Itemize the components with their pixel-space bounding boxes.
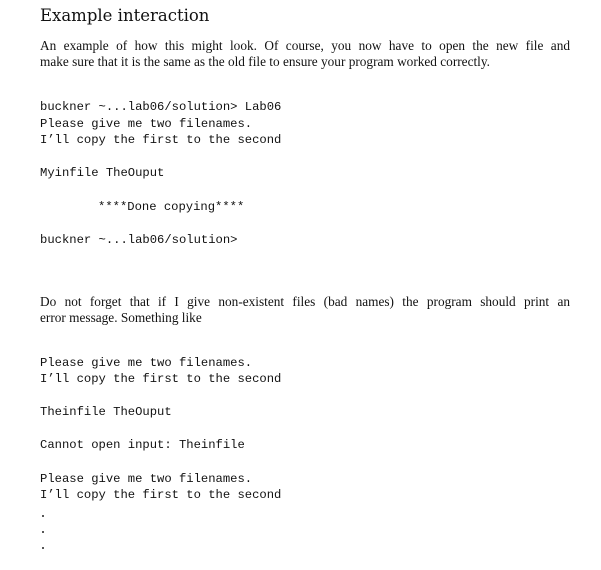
shell-prompt: buckner ~...lab06/solution> Lab06 <box>40 100 282 114</box>
program-ask-line-2: I’ll copy the first to the second <box>40 133 282 147</box>
user-input-line: Theinfile TheOuput <box>40 405 172 419</box>
ellipsis-dot <box>42 515 44 517</box>
program-ask-line-2: I’ll copy the first to the second <box>40 372 282 386</box>
intro-paragraph <box>40 38 570 70</box>
section-heading: Example interaction <box>40 6 210 25</box>
program-ask-line-1: Please give me two filenames. <box>40 356 253 370</box>
final-shell-prompt: buckner ~...lab06/solution> <box>40 233 238 247</box>
intro-line-1: An example of how this might look. Of course, you now have to open the new file and <box>40 38 570 53</box>
ellipsis-dot <box>42 547 44 549</box>
user-input-line: Myinfile TheOuput <box>40 166 165 180</box>
warning-paragraph <box>40 294 570 326</box>
program-ask-line-1: Please give me two filenames. <box>40 117 253 131</box>
program-retry-line-2: I’ll copy the first to the second <box>40 488 282 502</box>
intro-line-2: make sure that it is the same as the old file to ensure your program worked correctly. <box>40 54 490 69</box>
error-message: Cannot open input: Theinfile <box>40 438 245 452</box>
program-retry-line-1: Please give me two filenames. <box>40 472 253 486</box>
warning-line-1: Do not forget that if I give non-existent files (bad names) the program should print an <box>40 294 570 309</box>
warning-line-2: error message. Something like <box>40 310 202 325</box>
done-message: ****Done copying**** <box>98 200 245 214</box>
ellipsis-dot <box>42 531 44 533</box>
